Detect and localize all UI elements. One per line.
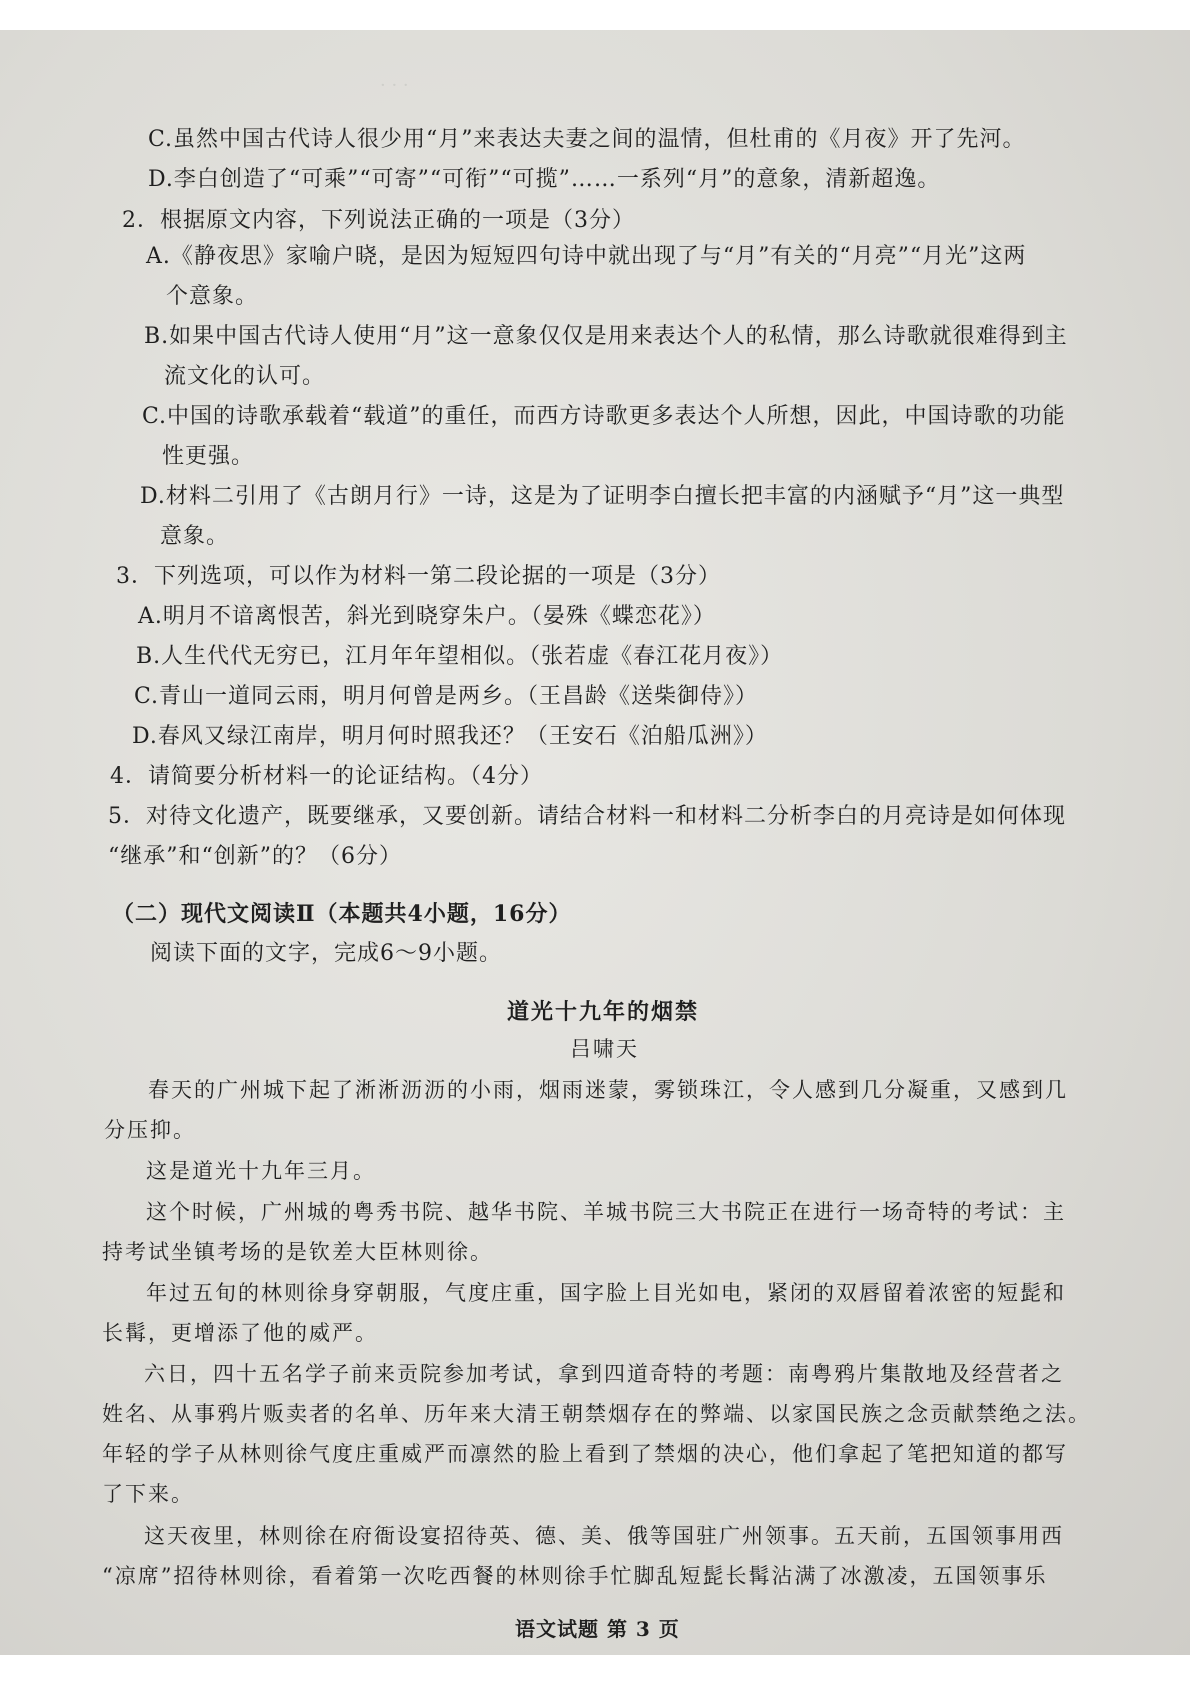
story-paragraph-line: 姓名、从事鸦片贩卖者的名单、历年来大清王朝禁烟存在的弊端、以家国民族之念贡献禁绝之法。	[102, 1402, 1091, 1426]
story-paragraph-line: 分压抑。	[104, 1118, 196, 1142]
bleed-through-texture: · · ·	[380, 75, 409, 96]
story-paragraph-line: 这天夜里，林则徐在府衙设宴招待英、德、美、俄等国驻广州领事。五天前，五国领事用西	[144, 1524, 1064, 1548]
q3-option-b: B.人生代代无穷已，江月年年望相似。（张若虚《春江花月夜》）	[136, 644, 784, 669]
q3-option-a: A.明月不谙离恨苦，斜光到晓穿朱户。（晏殊《蝶恋花》）	[138, 604, 716, 629]
q2-stem: 2．根据原文内容，下列说法正确的一项是（3分）	[122, 208, 635, 233]
q1-option-c: C.虽然中国古代诗人很少用“月”来表达夫妻之间的温情，但杜甫的《月夜》开了先河。	[148, 127, 1026, 152]
q4-stem: 4．请简要分析材料一的论证结构。（4分）	[110, 764, 543, 789]
story-paragraph-line: 春天的广州城下起了淅淅沥沥的小雨，烟雨迷蒙，雾锁珠江，令人感到几分凝重，又感到几	[148, 1078, 1068, 1102]
story-paragraph-line: 这个时候，广州城的粤秀书院、越华书院、羊城书院三大书院正在进行一场奇特的考试：主	[146, 1200, 1066, 1224]
q3-option-c: C.青山一道同云雨，明月何曾是两乡。（王昌龄《送柴御侍》）	[134, 684, 759, 709]
q2-option-d: D.材料二引用了《古朗月行》一诗，这是为了证明李白擅长把丰富的内涵赋予“月”这一典型	[140, 484, 1065, 509]
q2-option-b: B.如果中国古代诗人使用“月”这一意象仅仅是用来表达个人的私情，那么诗歌就很难得到主	[144, 324, 1068, 349]
q2-option-c-cont: 性更强。	[162, 444, 255, 469]
exam-page	[0, 30, 1190, 1655]
story-paragraph-line: 持考试坐镇考场的是钦差大臣林则徐。	[102, 1240, 493, 1264]
q2-option-c: C.中国的诗歌承载着“载道”的重任，而西方诗歌更多表达个人所想，因此，中国诗歌的功能	[142, 404, 1066, 429]
q2-option-b-cont: 流文化的认可。	[164, 364, 326, 389]
q2-option-d-cont: 意象。	[160, 524, 230, 549]
q2-option-a-cont: 个意象。	[166, 284, 259, 309]
page-footer: 语文试题 第 3 页	[515, 1617, 680, 1641]
q5-stem-cont: “继承”和“创新”的？（6分）	[108, 844, 402, 869]
story-paragraph-line: “凉席”招待林则徐，看着第一次吃西餐的林则徐手忙脚乱短髭长髯沾满了冰激凌，五国领事乐	[102, 1564, 1048, 1588]
section-heading: （二）现代文阅读Ⅱ（本题共4小题，16分）	[112, 901, 572, 927]
story-paragraph-line: 六日，四十五名学子前来贡院参加考试，拿到四道奇特的考题：南粤鸦片集散地及经营者之	[144, 1362, 1064, 1386]
story-author: 吕啸天	[570, 1037, 639, 1061]
story-paragraph-line: 长髯，更增添了他的威严。	[102, 1321, 378, 1345]
story-paragraph-line: 了下来。	[102, 1482, 194, 1506]
q1-option-d: D.李白创造了“可乘”“可寄”“可衔”“可揽”……一系列“月”的意象，清新超逸。	[148, 167, 941, 192]
story-title: 道光十九年的烟禁	[507, 999, 700, 1025]
photo-background	[0, 30, 1190, 1655]
q3-option-d: D.春风又绿江南岸，明月何时照我还？（王安石《泊船瓜洲》）	[132, 724, 768, 749]
q2-option-a: A.《静夜思》家喻户晓，是因为短短四句诗中就出现了与“月”有关的“月亮”“月光”这两	[146, 244, 1027, 269]
section-instruction: 阅读下面的文字，完成6～9小题。	[150, 941, 502, 966]
q3-stem: 3．下列选项，可以作为材料一第二段论据的一项是（3分）	[116, 564, 721, 589]
story-paragraph-line: 年过五旬的林则徐身穿朝服，气度庄重，国字脸上目光如电，紧闭的双唇留着浓密的短髭和	[146, 1281, 1066, 1305]
q5-stem: 5．对待文化遗产，既要继承，又要创新。请结合材料一和材料二分析李白的月亮诗是如何体现	[108, 804, 1067, 829]
story-paragraph-line: 年轻的学子从林则徐气度庄重威严而凛然的脸上看到了禁烟的决心，他们拿起了笔把知道的都写	[102, 1442, 1068, 1466]
story-paragraph-line: 这是道光十九年三月。	[146, 1159, 376, 1183]
